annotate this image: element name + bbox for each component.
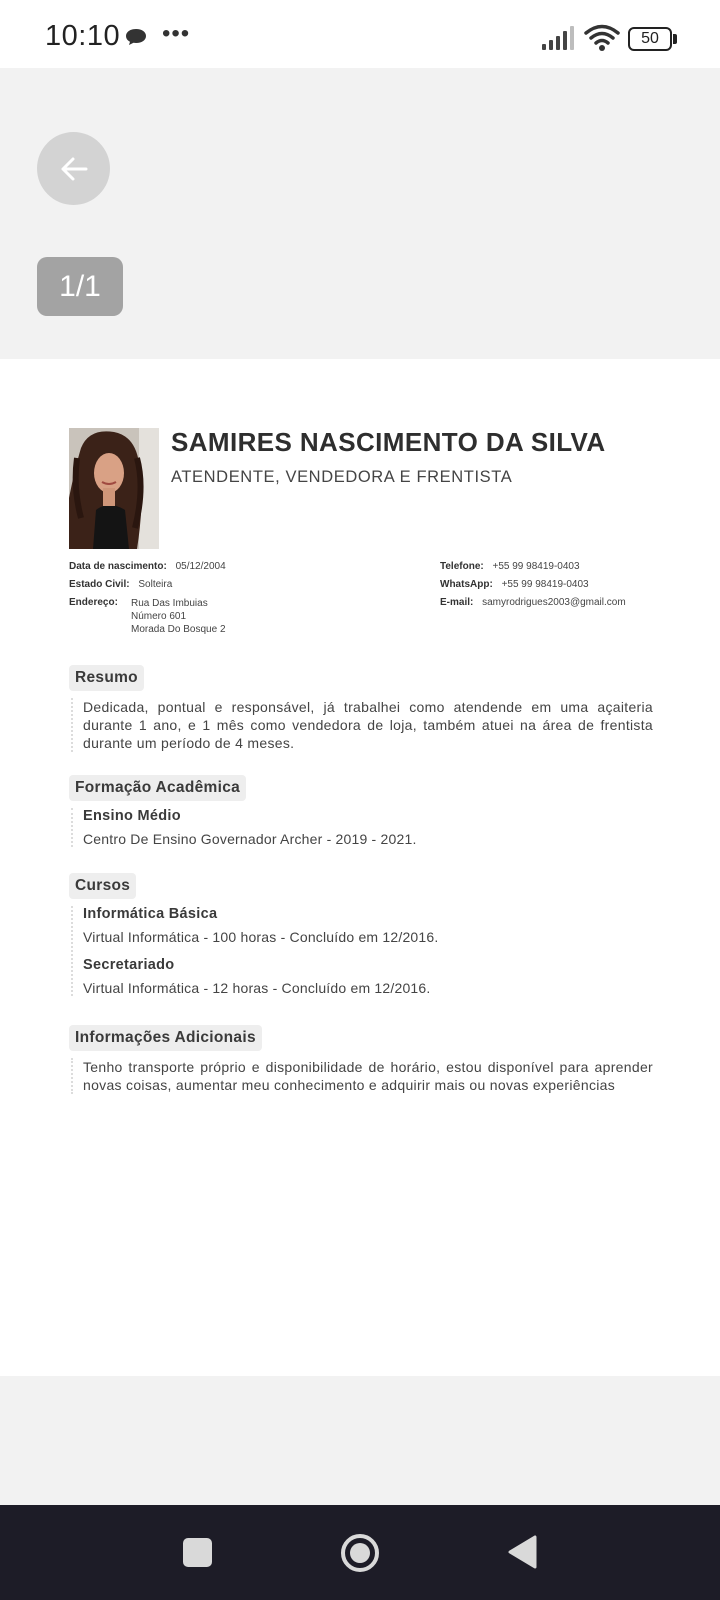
summary-section	[71, 698, 653, 752]
education-item-desc: Centro De Ensino Governador Archer - 2019 - 2021.	[83, 831, 417, 847]
additional-info-heading: Informações Adicionais	[69, 1025, 262, 1051]
whatsapp-row	[440, 579, 589, 590]
address-label-text: Endereço:	[69, 597, 118, 608]
address-line: Rua Das Imbuias	[131, 598, 208, 609]
address-value	[131, 597, 226, 636]
whatsapp-value[interactable]: +55 99 98419-0403	[501, 579, 589, 590]
additional-info-section	[71, 1058, 653, 1094]
resume-subtitle: ATENDENTE, VENDEDORA E FRENTISTA	[171, 468, 513, 486]
battery-level: 50	[641, 30, 659, 47]
education-item-title: Ensino Médio	[83, 808, 181, 824]
course-item-title: Secretariado	[83, 957, 175, 973]
birth-date-value: 05/12/2004	[175, 561, 226, 572]
additional-info-text: Tenho transporte próprio e disponibilidade de horário, estou disponível para aprender novas coisas, aumentar meu conhecimento e adquirir mais ou novas experiências	[83, 1059, 653, 1093]
arrow-left-icon	[58, 153, 90, 185]
phone-value[interactable]: +55 99 98419-0403	[492, 561, 580, 572]
education-section	[71, 808, 653, 847]
civil-status-label: Estado Civil:	[69, 579, 130, 590]
back-button[interactable]	[37, 132, 110, 205]
address-line: Morada Do Bosque 2	[131, 624, 226, 635]
more-dots-icon: •••	[162, 20, 191, 47]
email-row	[440, 597, 626, 608]
email-label: E-mail:	[440, 597, 474, 608]
resume-page[interactable]	[0, 359, 720, 1376]
education-heading: Formação Acadêmica	[69, 775, 246, 801]
wifi-icon	[584, 24, 620, 52]
battery-icon	[628, 27, 676, 51]
civil-status-row	[69, 579, 172, 590]
course-item-title: Informática Básica	[83, 906, 218, 922]
recents-square-icon[interactable]	[183, 1538, 212, 1567]
back-triangle-icon[interactable]	[507, 1535, 537, 1569]
birth-date-label: Data de nascimento:	[69, 561, 167, 572]
address-line: Número 601	[131, 611, 187, 622]
birth-date-row	[69, 561, 226, 572]
courses-section	[71, 906, 653, 996]
civil-status-value: Solteira	[138, 579, 173, 590]
courses-heading: Cursos	[69, 873, 136, 899]
whatsapp-label: WhatsApp:	[440, 579, 493, 590]
status-bar	[0, 0, 720, 68]
signal-icon	[542, 26, 576, 50]
course-item-desc: Virtual Informática - 12 horas - Concluído em 12/2016.	[83, 980, 431, 996]
resume-name: SAMIRES NASCIMENTO DA SILVA	[171, 427, 606, 457]
home-circle-icon[interactable]	[340, 1533, 380, 1573]
chat-bubble-icon	[125, 28, 147, 46]
course-item-desc: Virtual Informática - 100 horas - Concluído em 12/2016.	[83, 929, 439, 945]
summary-text: Dedicada, pontual e responsável, já trabalhei como atendende em uma açaiteria durante 1 ano, e 1 mês como vendedora de loja, também atuei na área de frentista durante um período de 4 meses.	[83, 699, 653, 751]
page-counter: 1/1	[37, 257, 123, 316]
email-value[interactable]: samyrodrigues2003@gmail.com	[482, 597, 626, 608]
profile-photo	[69, 428, 159, 549]
phone-row	[440, 561, 580, 572]
status-time: 10:10	[45, 20, 121, 52]
summary-heading: Resumo	[69, 665, 144, 691]
phone-label: Telefone:	[440, 561, 484, 572]
viewer-header-area	[0, 68, 720, 359]
viewer-footer-area	[0, 1376, 720, 1505]
address-label	[69, 597, 118, 608]
